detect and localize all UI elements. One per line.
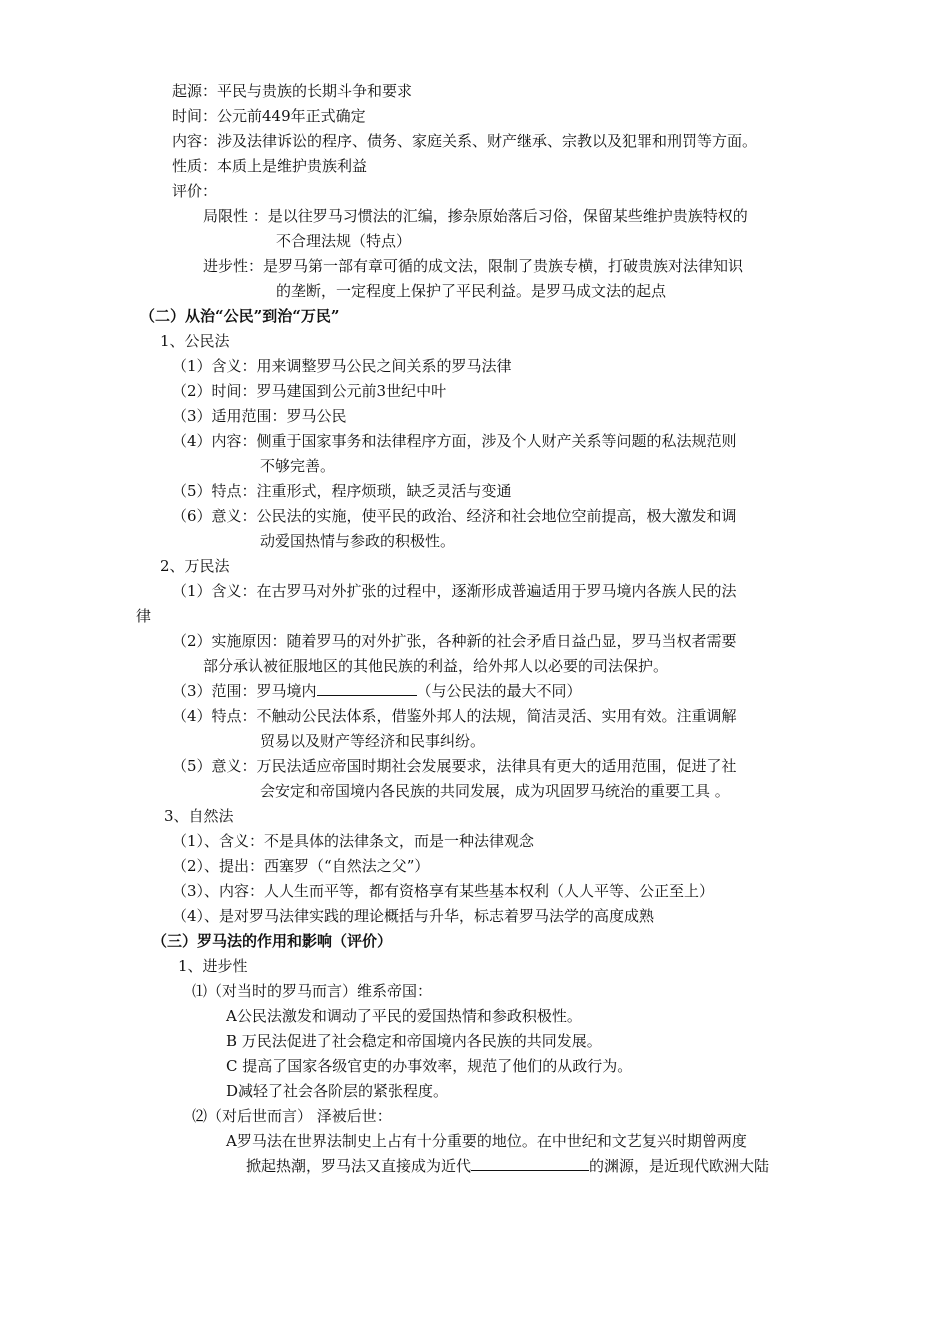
text-line — [246, 1154, 769, 1178]
text-line: （4）内容：侧重于国家事务和法律程序方面，涉及个人财产关系等问题的私法规范则 — [172, 432, 737, 450]
text-line: ⑵（对后世而言） 泽被后世： — [192, 1107, 392, 1125]
text-line: 律 — [136, 607, 152, 625]
text-line: （4）特点：不触动公民法体系，借鉴外邦人的法规，简洁灵活、实用有效。注重调解 — [172, 707, 737, 725]
text-segment: 的渊源，是近现代欧洲大陆 — [589, 1157, 770, 1175]
text-line: 进步性：是罗马第一部有章可循的成文法，限制了贵族专横，打破贵族对法律知识 — [203, 257, 744, 275]
text-line: 性质：本质上是维护贵族利益 — [172, 157, 368, 175]
text-line: 评价： — [172, 182, 218, 200]
text-line: （5）特点：注重形式，程序烦琐，缺乏灵活与变通 — [172, 482, 512, 500]
text-line: 时间：公元前449年正式确定 — [172, 107, 366, 125]
fill-in-blank[interactable] — [317, 679, 417, 696]
text-line: （3）适用范围：罗马公民 — [172, 407, 347, 425]
text-line: 起源：平民与贵族的长期斗争和要求 — [172, 82, 413, 100]
text-line: 不合理法规（特点） — [276, 232, 412, 250]
text-line: 2、万民法 — [160, 557, 230, 575]
text-line: 部分承认被征服地区的其他民族的利益，给外邦人以必要的司法保护。 — [203, 657, 669, 675]
text-line: 1、公民法 — [160, 332, 230, 350]
text-line: 1、进步性 — [178, 957, 248, 975]
text-line: A公民法激发和调动了平民的爱国热情和参政积极性。 — [226, 1007, 582, 1025]
text-line: 贸易以及财产等经济和民事纠纷。 — [260, 732, 486, 750]
text-line — [172, 679, 582, 703]
text-line: （1）含义：在古罗马对外扩张的过程中，逐渐形成普遍适用于罗马境内各族人民的法 — [172, 582, 737, 600]
text-line: （4）、是对罗马法律实践的理论概括与升华，标志着罗马法学的高度成熟 — [172, 907, 655, 925]
fill-in-blank[interactable] — [471, 1154, 589, 1171]
text-segment: 掀起热潮，罗马法又直接成为近代 — [246, 1157, 472, 1175]
text-line: 局限性 ：是以往罗马习惯法的汇编，掺杂原始落后习俗，保留某些维护贵族特权的 — [203, 207, 748, 225]
text-line: A罗马法在世界法制史上占有十分重要的地位。在中世纪和文艺复兴时期曾两度 — [226, 1132, 747, 1150]
text-line: （5）意义：万民法适应帝国时期社会发展要求，法律具有更大的适用范围，促进了社 — [172, 757, 737, 775]
text-line: 不够完善。 — [260, 457, 336, 475]
text-line: （3）、内容：人人生而平等，都有资格享有某些基本权利（人人平等、公正至上） — [172, 882, 715, 900]
text-segment: （3）范围：罗马境内 — [172, 682, 317, 700]
text-line: 内容：涉及法律诉讼的程序、债务、家庭关系、财产继承、宗教以及犯罪和刑罚等方面。 — [172, 132, 758, 150]
text-line: ⑴（对当时的罗马而言）维系帝国： — [192, 982, 433, 1000]
text-line: 动爱国热情与参政的积极性。 — [260, 532, 456, 550]
text-line: （1）含义：用来调整罗马公民之间关系的罗马法律 — [172, 357, 512, 375]
section-heading: （二）从治“公民”到治“万民” — [140, 307, 340, 325]
text-line: 3、自然法 — [164, 807, 234, 825]
text-line: （2）实施原因：随着罗马的对外扩张，各种新的社会矛盾日益凸显，罗马当权者需要 — [172, 632, 737, 650]
text-line: D减轻了社会各阶层的紧张程度。 — [226, 1082, 449, 1100]
text-line: C 提高了国家各级官吏的办事效率，规范了他们的从政行为。 — [226, 1057, 633, 1075]
text-line: （2）时间：罗马建国到公元前3世纪中叶 — [172, 382, 447, 400]
text-line: （6）意义：公民法的实施，使平民的政治、经济和社会地位空前提高，极大激发和调 — [172, 507, 737, 525]
text-line: B 万民法促进了社会稳定和帝国境内各民族的共同发展。 — [226, 1032, 602, 1050]
text-segment: （与公民法的最大不同） — [416, 682, 582, 700]
section-heading: （三）罗马法的作用和影响（评价） — [152, 932, 393, 950]
text-line: 的垄断，一定程度上保护了平民利益。是罗马成文法的起点 — [276, 282, 667, 300]
text-line: （1）、含义：不是具体的法律条文，而是一种法律观念 — [172, 832, 535, 850]
text-line: （2）、提出：西塞罗（“自然法之父”） — [172, 857, 430, 875]
text-line: 会安定和帝国境内各民族的共同发展，成为巩固罗马统治的重要工具 。 — [260, 782, 730, 800]
